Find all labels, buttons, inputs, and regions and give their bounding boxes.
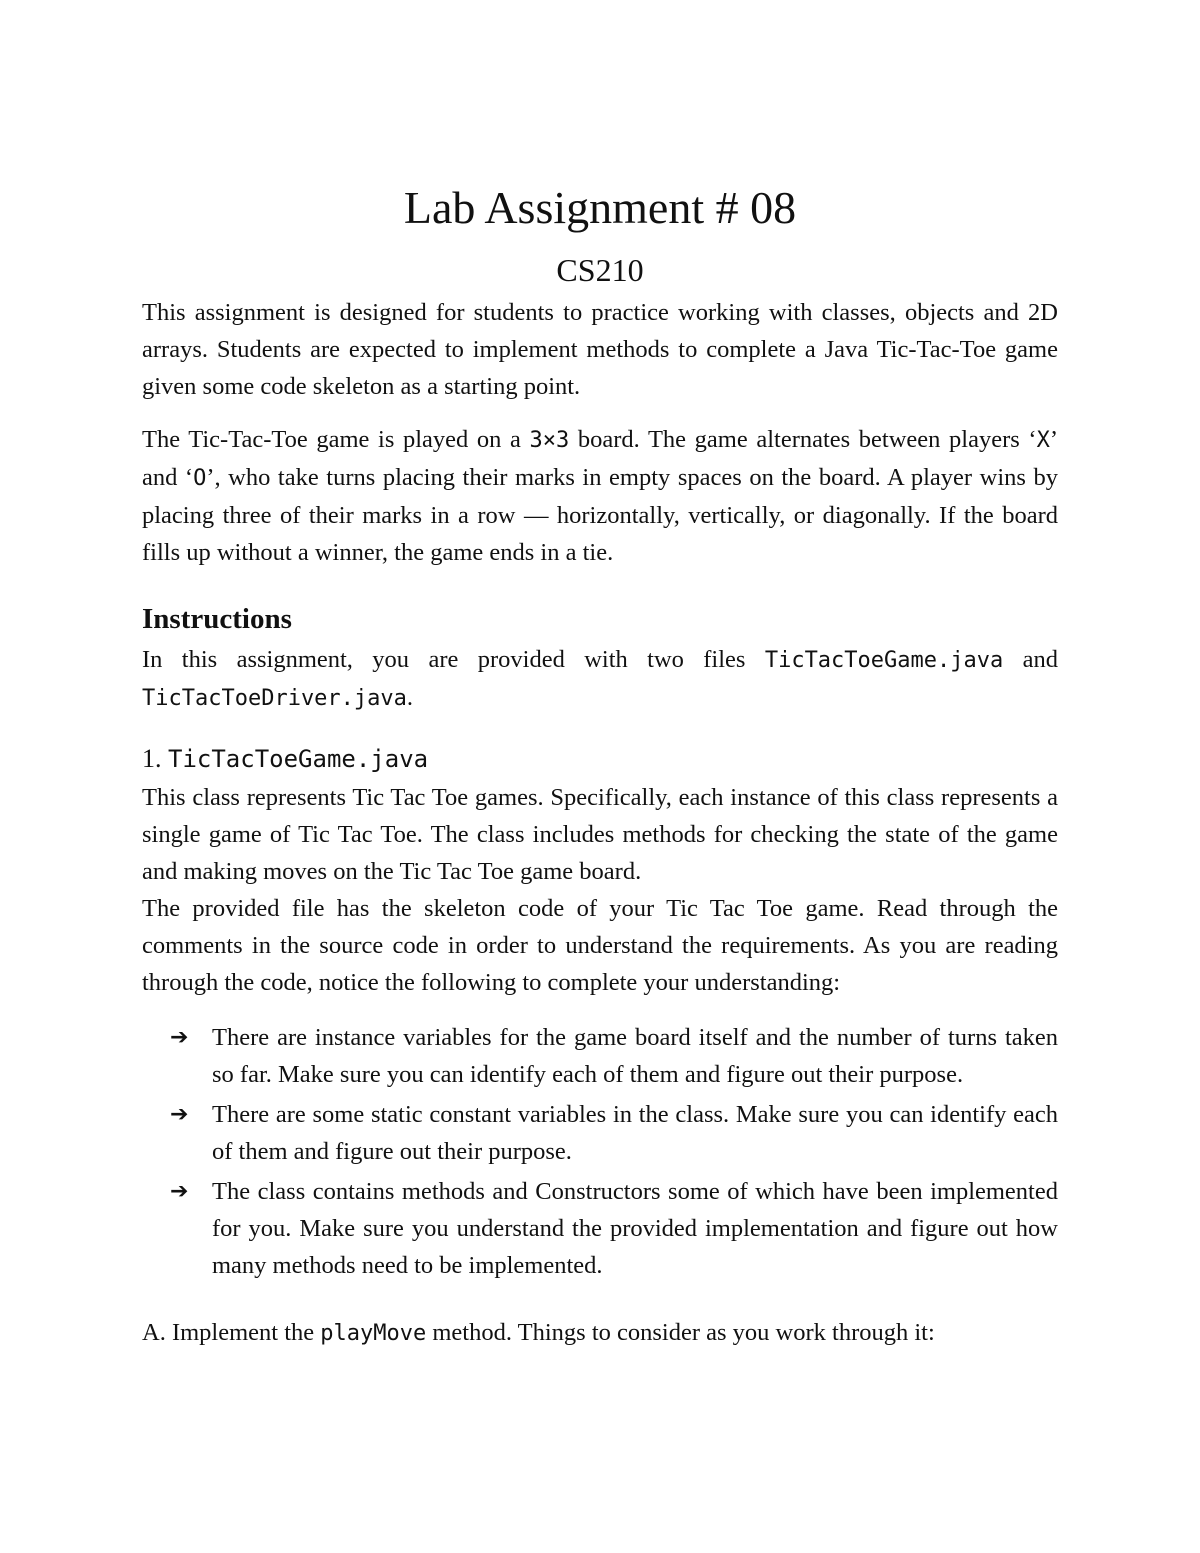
intro-paragraph: This assignment is designed for students to practice working with classes, objects and 2D arrays. Students are expected to implement methods to complete a Java Tic-Tac-Toe game given some code skeleton as a starting point. <box>142 299 1058 400</box>
file-name-driver: TicTacToeDriver.java <box>142 686 407 711</box>
board-size: 3×3 <box>529 428 570 453</box>
task-a-paragraph <box>142 1314 1058 1352</box>
right-arrow-icon: ➔ <box>170 1102 189 1127</box>
file-name-game: TicTacToeGame.java <box>764 648 1004 673</box>
player-o-mark: O <box>193 466 207 491</box>
bullet-text: There are instance variables for the game board itself and the number of turns taken so far. Make sure you can identify each of them and figure out their purpose. <box>212 1024 1058 1088</box>
bullet-text: There are some static constant variables in the class. Make sure you can identify each of them and figure out their purpose. <box>212 1101 1058 1165</box>
game-description-paragraph <box>142 421 1058 571</box>
bullet-list <box>142 1019 1058 1284</box>
course-code: CS210 <box>556 252 644 288</box>
section-1-number: 1. <box>142 744 168 773</box>
section-1-heading <box>142 739 1058 779</box>
instructions-text-before: In this assignment, you are provided with two files <box>142 646 765 673</box>
section-1-filename: TicTacToeGame.java <box>168 745 429 773</box>
task-a-suffix: method. Things to consider as you work through it: <box>426 1319 935 1346</box>
document-page <box>142 180 1058 1352</box>
game-desc-text-4: ’, who take turns placing their marks in empty spaces on the board. A player wins by placing three of their marks in a row — horizontally, vertically, or diagonally. If the board fills up without a winner, the game ends in a tie. <box>142 464 1058 566</box>
list-item <box>170 1173 1058 1284</box>
document-title: Lab Assignment # 08 <box>403 182 797 233</box>
player-x-mark: X <box>1036 428 1050 453</box>
section-1-paragraph-1: This class represents Tic Tac Toe games. Specifically, each instance of this class represents a single game of Tic Tac Toe. The class includes methods for checking the state of the game and making moves on the Tic Tac Toe game board. <box>142 784 1058 885</box>
task-a-prefix: A. Implement the <box>142 1319 321 1346</box>
instructions-text-after: . <box>406 684 414 711</box>
right-arrow-icon: ➔ <box>170 1025 189 1050</box>
game-desc-text-3: ’ and ‘ <box>142 426 1058 491</box>
list-item <box>170 1096 1058 1170</box>
game-desc-text-2: board. The game alternates between players ‘ <box>569 426 1037 453</box>
instructions-heading: Instructions <box>142 603 292 635</box>
game-desc-text-1: The Tic-Tac-Toe game is played on a <box>142 426 530 453</box>
section-1-paragraph-2: The provided file has the skeleton code of your Tic Tac Toe game. Read through the comments in the source code in order to understand the requirements. As you are reading through the code, notice the following to complete your understanding: <box>142 895 1058 996</box>
right-arrow-icon: ➔ <box>170 1179 189 1204</box>
bullet-text: The class contains methods and Constructors some of which have been implemented for you. Make sure you understand the provided implementation and figure out how many methods need to be implemented. <box>212 1178 1058 1279</box>
task-a-method: playMove <box>320 1321 427 1346</box>
instructions-text-between: and <box>1003 646 1059 673</box>
list-item <box>170 1019 1058 1093</box>
instructions-paragraph <box>142 641 1058 717</box>
